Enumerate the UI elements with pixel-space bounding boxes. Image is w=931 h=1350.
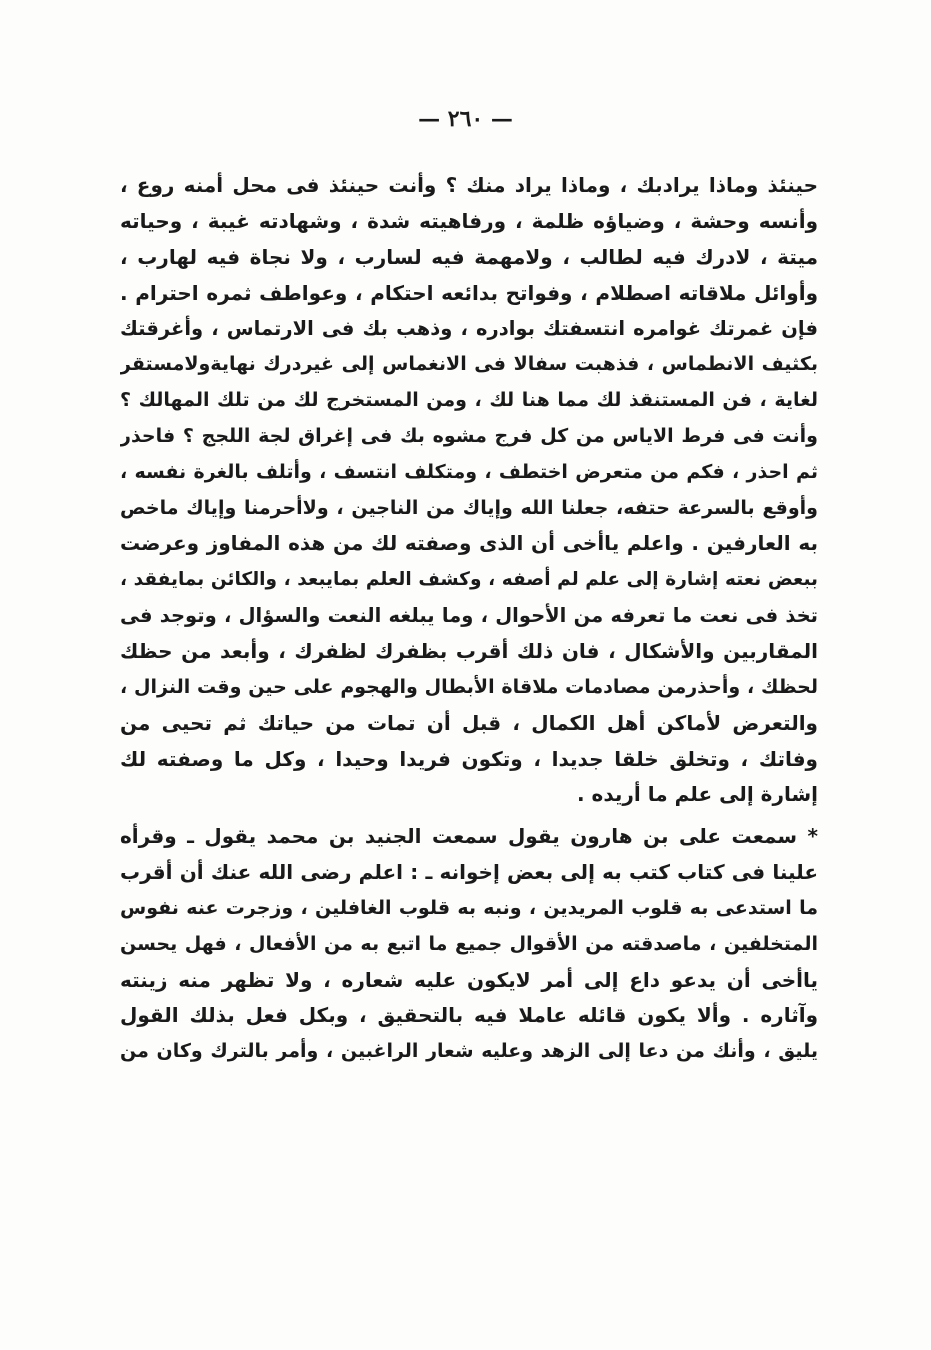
text-line: فإن غمرتك غوامره انتسفتك بوادره ، وذهب بك فى الارتماس ، وأغرقتك	[120, 317, 818, 341]
text-line: لحظك ، وأحذرمن مصادمات ملاقاة الأبطال والهجوم على حين وقت النزال ،	[120, 675, 818, 698]
text-line: * سمعت على بن هارون يقول سمعت الجنيد بن محمد يقول ـ وقرأه	[120, 824, 818, 849]
text-line: لغاية ، فن المستنقذ لك مما هنا لك ، ومن المستخرج لك من تلك المهالك ؟	[120, 389, 818, 412]
text-line: بكثيف الانطماس ، فذهبت سفالا فى الانغماس إلى غيردرك نهايةولامستقر	[120, 353, 818, 376]
text-line: وآثاره . وألا يكون قائله عاملا فيه بالتحقيق ، وبكل فعل بذلك القول	[120, 1003, 818, 1028]
text-line: علينا فى كتاب كتب به إلى بعض إخوانه ـ : اعلم رضى الله عنك أن أقرب	[120, 860, 818, 885]
text-line: المتخلفين ، ماصدقته من الأقوال جميع ما اتبع به من الأفعال ، فهل يحسن	[120, 932, 818, 955]
paragraph-2	[120, 819, 818, 1070]
paragraph-1	[120, 168, 818, 813]
text-line: حينئذ وماذا يرادبك ، وماذا يراد منك ؟ وأنت حينئذ فى محل أمنه روع ،	[120, 173, 818, 197]
text-line: ثم احذر ، فكم من متعرض اختطف ، ومتكلف انتسف ، وأتلف بالغرة نفسه ،	[120, 460, 818, 483]
text-line: ياأخى أن يدعو داع إلى أمر لايكون عليه شعاره ، ولا تظهر منه زينته	[120, 967, 818, 992]
text-line: ما استدعى به قلوب المريدين ، ونبه به قلوب الغافلين ، وزجرت عنه نفوس	[120, 896, 818, 919]
text-line: ببعض نعته إشارة إلى علم لم أصفه ، وكشف العلم بمايبعد ، والكائن بمايفقد ،	[120, 569, 818, 591]
text-line: يليق ، وأنك من دعا إلى الزهد وعليه شعار الراغبين ، وأمر بالترك وكان من	[120, 1040, 818, 1063]
text-line: وأوقع بالسرعة حتفه، جعلنا الله وإياك من الناجين ، ولاأحرمنا وإياك ماخص	[120, 496, 818, 519]
page-number: — ٢٦٠ —	[418, 106, 513, 132]
text-line: إشارة إلى علم ما أريده .	[576, 782, 818, 807]
text-line: به العارفين . واعلم ياأخى أن الذى وصفته لك من هذه المفاوز وعرضت	[120, 531, 818, 556]
text-line: والتعرض لأماكن أهل الكمال ، قبل أن تمات من حياتك ثم تحيى من	[120, 710, 818, 735]
text-line: تخذ فى نعت ما تعرفه من الأحوال ، وما يبلغه النعت والسؤال ، وتوجد فى	[120, 604, 818, 628]
text-line: وفاتك ، وتخلق خلقا جديدا ، وتكون فريدا وحيدا ، وكل ما وصفته لك	[120, 746, 818, 771]
text-line: ميتة ، لادرك فيه لطالب ، ولامهمة فيه لسارب ، ولا نجاة فيه لهارب ،	[120, 244, 818, 269]
text-line: وأوائل ملاقاته اصطلام ، وفواتح بدائعه احتكام ، وعواطف ثمره احترام .	[120, 280, 818, 305]
main-text	[120, 168, 818, 1070]
text-line: المقاربين والأشكال ، فان ذلك أقرب بظفرك لظفرك ، وأبعد من حظك	[120, 638, 818, 663]
text-line: وأنت فى فرط الاياس من كل فرج مشوه بك فى إغراق لجة اللجج ؟ فاحذر	[120, 424, 818, 447]
text-line: وأنسه وحشة ، وضياؤه ظلمة ، ورفاهيته شدة ، وشهادته غيبة ، وحياته	[120, 208, 818, 233]
